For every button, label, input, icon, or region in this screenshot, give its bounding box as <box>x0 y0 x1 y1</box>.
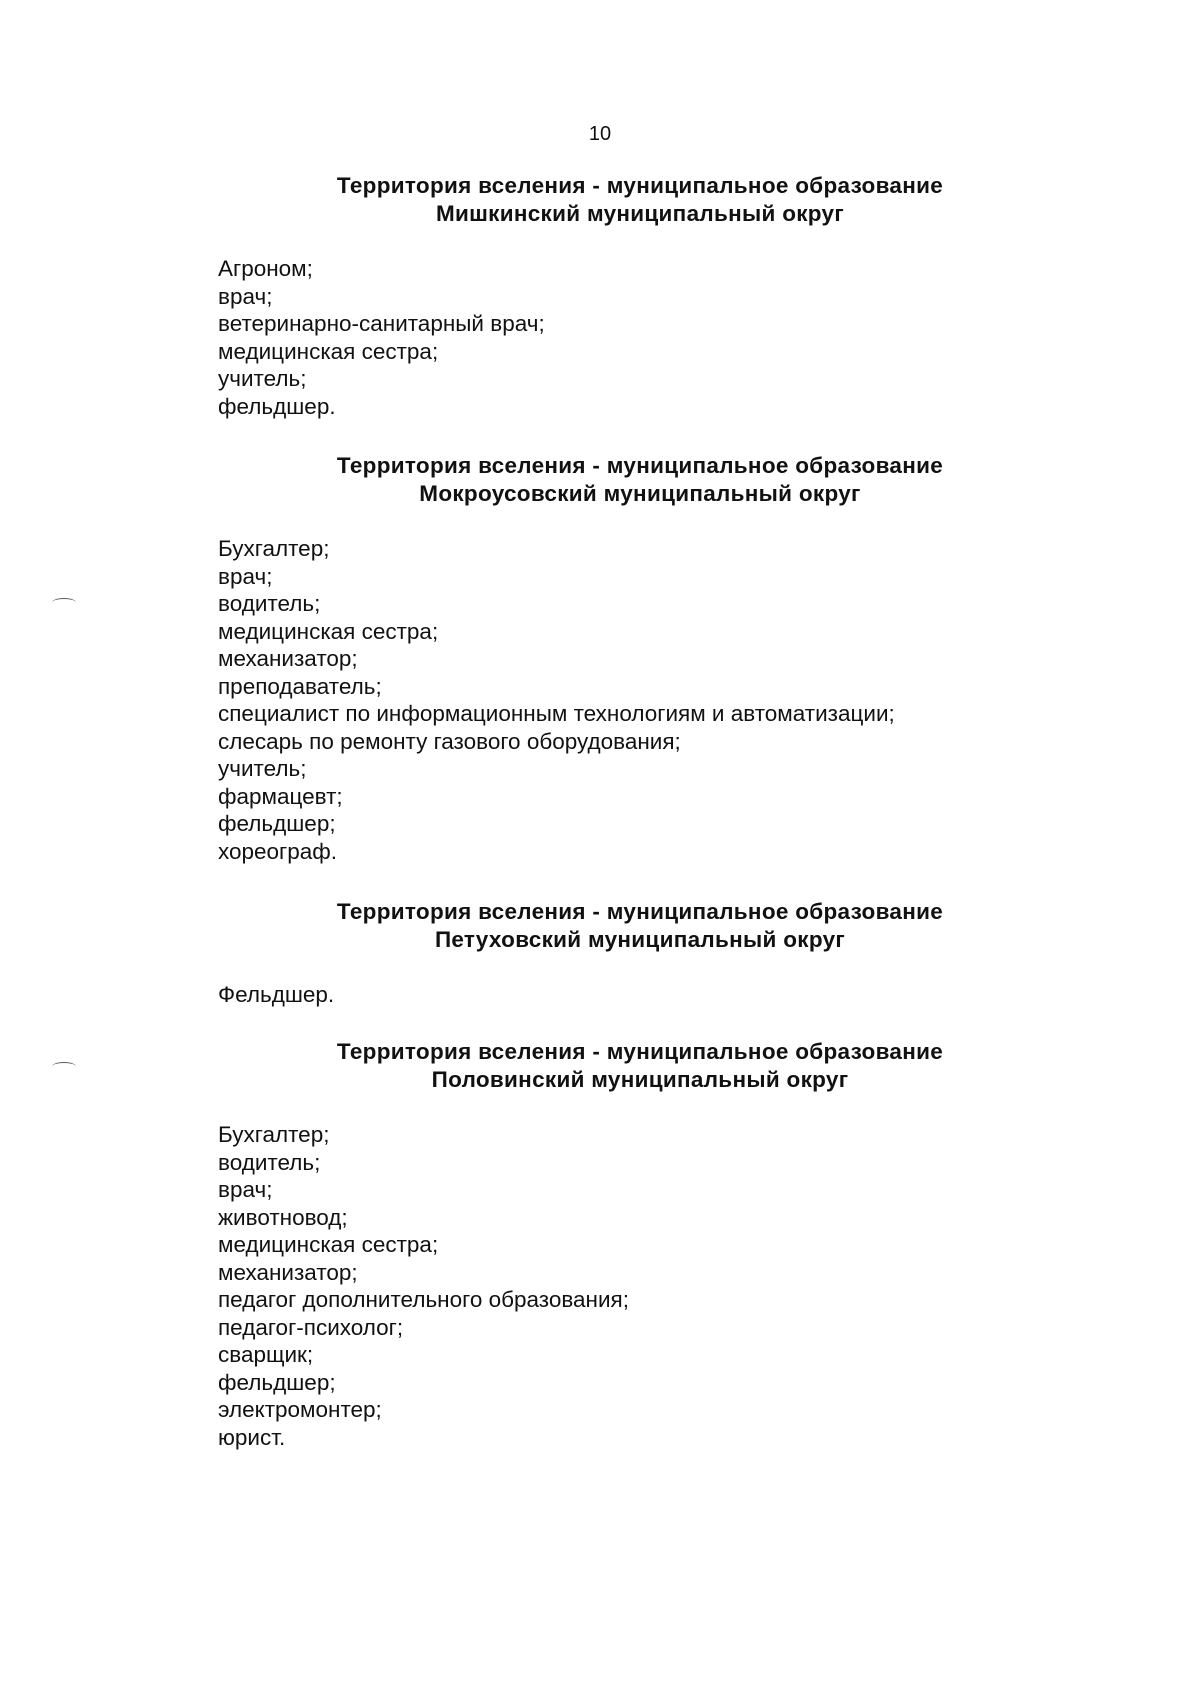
section-heading-line1: Территория вселения - муниципальное образование <box>336 173 944 198</box>
list-item: механизатор; <box>218 1259 358 1285</box>
section-heading-polovinsky <box>0 1038 1200 1094</box>
scan-mark <box>52 598 76 607</box>
section-heading-line2: Мокроусовский муниципальный округ <box>419 481 861 506</box>
list-item: фельдшер; <box>218 811 336 836</box>
list-item: водитель; <box>218 591 321 616</box>
list-item: врач; <box>218 563 273 589</box>
list-item: Бухгалтер; <box>218 536 330 561</box>
list-item: медицинская сестра; <box>218 618 439 644</box>
profession-list-petukhovsky <box>218 981 334 1009</box>
list-item: механизатор; <box>218 646 358 671</box>
list-item: врач; <box>218 1177 273 1202</box>
list-item: Бухгалтер; <box>218 1122 330 1147</box>
list-item: учитель; <box>218 756 307 781</box>
list-item: Агроном; <box>218 256 313 281</box>
profession-list-mishkinsky <box>218 255 545 420</box>
list-item: преподаватель; <box>218 673 382 699</box>
scan-mark <box>52 1062 76 1071</box>
list-item: специалист по информационным технологиям и автоматизации; <box>218 701 895 726</box>
list-item: педагог-психолог; <box>218 1314 404 1340</box>
list-item: медицинская сестра; <box>218 1232 439 1257</box>
list-item: Фельдшер. <box>218 982 335 1007</box>
list-item: электромонтер; <box>218 1397 382 1422</box>
section-heading-line2: Половинский муниципальный округ <box>431 1067 849 1092</box>
profession-list-mokrousovsky <box>218 535 895 865</box>
list-item: педагог дополнительного образования; <box>218 1287 629 1312</box>
list-item: животновод; <box>218 1204 348 1230</box>
list-item: медицинская сестра; <box>218 338 439 364</box>
list-item: сварщик; <box>218 1342 314 1367</box>
list-item: юрист. <box>218 1424 286 1450</box>
page-number: 10 <box>588 123 612 145</box>
section-heading-line2: Петуховский муниципальный округ <box>434 927 846 952</box>
list-item: врач; <box>218 283 273 309</box>
list-item: водитель; <box>218 1149 321 1175</box>
section-heading-line1: Территория вселения - муниципальное образование <box>336 899 944 924</box>
profession-list-polovinsky <box>218 1121 629 1451</box>
section-heading-line1: Территория вселения - муниципальное образование <box>336 453 944 478</box>
list-item: фельдшер; <box>218 1369 336 1395</box>
section-heading-mokrousovsky <box>0 452 1200 508</box>
list-item: учитель; <box>218 366 307 391</box>
section-heading-line1: Территория вселения - муниципальное образование <box>336 1039 944 1064</box>
list-item: хореограф. <box>218 838 338 864</box>
list-item: ветеринарно-санитарный врач; <box>218 311 545 336</box>
section-heading-line2: Мишкинский муниципальный округ <box>435 201 845 226</box>
section-heading-petukhovsky <box>0 898 1200 954</box>
list-item: фармацевт; <box>218 783 343 809</box>
list-item: слесарь по ремонту газового оборудования; <box>218 728 681 754</box>
list-item: фельдшер. <box>218 393 336 419</box>
section-heading-mishkinsky <box>0 172 1200 228</box>
